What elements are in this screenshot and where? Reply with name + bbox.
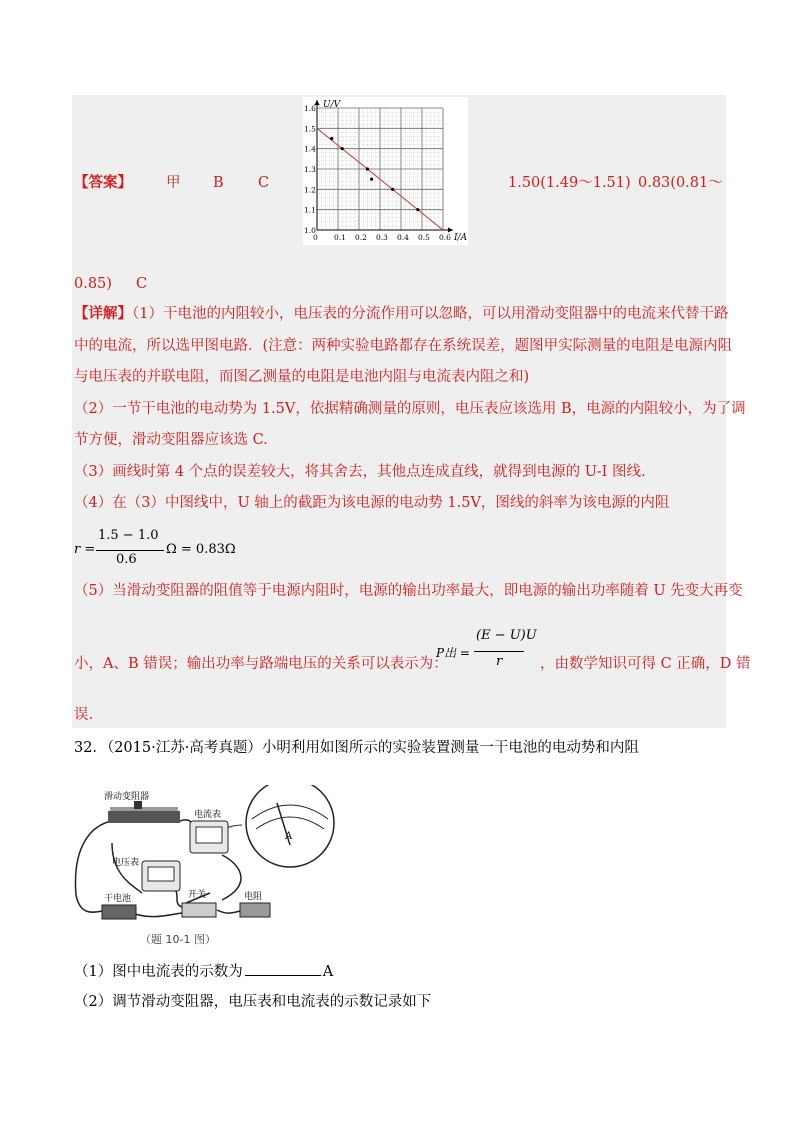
label-switch: 开关	[188, 890, 207, 900]
answer-item-2: B	[213, 175, 224, 191]
answer-value-r-start: 0.83(0.81～	[638, 175, 723, 191]
y-tick-label: 1.1	[304, 205, 316, 215]
x-tick-label: 0	[313, 233, 318, 242]
data-point	[366, 167, 369, 170]
question-title: 32．（2015·江苏·高考真题）小明利用如图所示的实验装置测量一干电池的电动势和内阻	[74, 740, 639, 756]
x-tick-label: 0.3	[376, 233, 388, 242]
detail-para1-line2: 中的电流，所以选甲图电路．(注意：两种实验电路都存在系统误差，题图甲实际测量的电阻是电源内阻	[74, 338, 733, 354]
y-tick-label: 1.0	[304, 226, 316, 235]
x-axis-arrow	[448, 228, 453, 233]
data-point	[370, 178, 373, 181]
detail-para5-line1: （5）当滑动变阻器的阻值等于电源内阻时，电源的输出功率最大，即电源的输出功率随着 U 先变大再变	[74, 583, 743, 599]
resistor-body	[240, 903, 270, 917]
answer-label: 【答案】	[74, 175, 132, 191]
y-axis-label: U/V	[323, 100, 341, 110]
battery-body	[102, 905, 136, 919]
equation-p-bar	[474, 651, 524, 652]
answer-value-emf: 1.50(1.49～1.51)	[508, 175, 631, 191]
label-dial-letter: A	[285, 831, 293, 842]
graph-axes	[315, 100, 454, 233]
x-tick-label: 0.6	[439, 233, 451, 242]
y-tick-label: 1.3	[304, 165, 316, 174]
data-point	[391, 188, 394, 191]
question-part-2: （2）调节滑动变阻器，电压表和电流表的示数记录如下	[74, 994, 432, 1010]
y-tick-label: 1.2	[304, 185, 316, 195]
switch-body	[182, 903, 216, 917]
label-voltmeter: 电压表	[112, 858, 140, 868]
detail-para1-line3: 与电压表的并联电阻，而图乙测量的电阻是电池内阻与电流表内阻之和)	[74, 369, 530, 385]
equation-p-lhs: P出 =	[436, 646, 470, 660]
circuit-figure	[72, 785, 342, 950]
detail-para5-line3: 误.	[74, 707, 94, 723]
answer-blank[interactable]	[245, 961, 321, 976]
label-ammeter: 电流表	[194, 810, 222, 820]
detail-para2-line2: 节方便，滑动变阻器应该选 C.	[74, 432, 268, 448]
equation-r-numerator: 1.5 − 1.0	[98, 528, 159, 543]
x-tick-label: 0.4	[397, 233, 409, 242]
detail-para5-line2-pre: 小，A、B 错误；输出功率与路端电压的关系可以表示为：	[74, 656, 448, 672]
answer-item-1: 甲	[166, 175, 181, 191]
y-tick-label: 1.4	[304, 144, 316, 154]
ammeter-dial-magnified	[246, 785, 334, 867]
detail-label: 【详解】	[74, 306, 132, 322]
equation-p	[436, 628, 537, 676]
label-resistor: 电阻	[244, 892, 263, 902]
equation-p-denominator: r	[496, 654, 503, 669]
equation-r	[74, 528, 244, 576]
rheostat-body	[108, 811, 180, 823]
detail-para1-a: （1）干电池的内阻较小，电压表的分流作用可以忽略，可以用滑动变阻器中的电流来代替干路	[132, 306, 729, 322]
equation-r-denominator: 0.6	[116, 552, 137, 567]
data-point	[416, 208, 419, 211]
circuit-figure-svg	[72, 785, 342, 950]
label-battery: 干电池	[104, 894, 132, 904]
detail-para1-line1	[74, 304, 728, 324]
answer-value-r-end: 0.85)	[74, 276, 112, 292]
detail-para2-line1: （2）一节干电池的电动势为 1.5V，依据精确测量的原则，电压表应该选用 B，电源的内阻较小，为了调	[74, 401, 746, 417]
x-tick-label: 0.1	[334, 233, 346, 242]
figure-caption: （题 10-1 图）	[140, 933, 216, 946]
graph-grid	[317, 108, 443, 230]
x-tick-label: 0.5	[418, 233, 430, 242]
u-i-graph-svg	[303, 97, 468, 245]
answer-value-last: C	[136, 276, 148, 292]
detail-para3: （3）画线时第 4 个点的误差较大，将其舍去，其他点连成直线，就得到电源的 U-I 图线.	[74, 464, 646, 480]
y-tick-label: 1.6	[304, 104, 316, 113]
equation-r-bar	[96, 550, 164, 551]
x-axis-label: I/A	[454, 233, 468, 243]
detail-para5-line2-post: ，由数学知识可得 C 正确，D 错	[540, 656, 751, 672]
equation-p-numerator: (E − U)U	[476, 628, 537, 643]
equation-r-lhs: r =	[74, 542, 96, 557]
detail-para4: （4）在（3）中图线中，U 轴上的截距为该电源的电动势 1.5V，图线的斜率为该电源的内阻	[74, 495, 670, 511]
data-point	[341, 147, 344, 150]
question-part-1-text: （1）图中电流表的示数为	[74, 964, 243, 980]
y-tick-label: 1.5	[304, 124, 316, 134]
label-rheostat: 滑动变阻器	[104, 792, 150, 802]
x-tick-label: 0.2	[355, 233, 367, 242]
question-part-1-unit: A	[322, 964, 334, 980]
data-point	[330, 137, 333, 140]
question-part-1	[74, 961, 333, 982]
equation-r-rhs: Ω = 0.83Ω	[166, 542, 236, 557]
u-i-graph	[303, 97, 468, 245]
answer-item-3: C	[258, 175, 270, 191]
